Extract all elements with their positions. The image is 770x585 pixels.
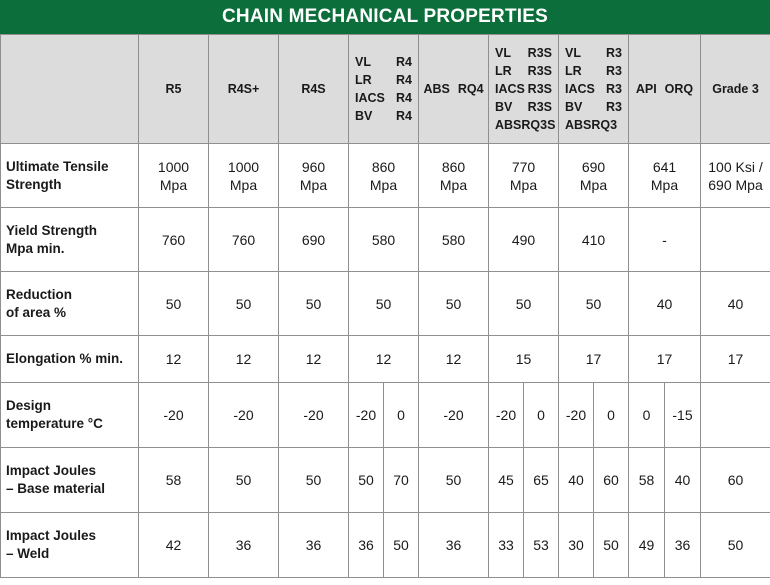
table-cell xyxy=(349,208,419,272)
cell-value: Mpa xyxy=(509,176,538,193)
table-cell xyxy=(349,272,419,336)
column-header-part: R3S xyxy=(527,64,552,78)
cell-value: 45 xyxy=(489,448,524,512)
column-header xyxy=(489,35,559,144)
cell-value: 50 xyxy=(727,537,744,553)
cell-value: 60 xyxy=(603,472,619,488)
cell-value: 760 xyxy=(161,231,186,248)
table-row xyxy=(1,513,770,578)
cell-value: 0 xyxy=(629,383,665,447)
column-header xyxy=(349,35,419,144)
cell-value: 36 xyxy=(235,537,252,553)
table-row xyxy=(1,336,770,383)
cell-value: 0 xyxy=(397,407,405,423)
table-cell xyxy=(209,448,279,513)
cell-value: 580 xyxy=(371,231,396,248)
column-header-part: ABS xyxy=(423,82,450,96)
cell-value: 50 xyxy=(305,295,322,312)
cell-value: 36 xyxy=(349,513,384,577)
column-header xyxy=(629,35,701,144)
column-header: R5 xyxy=(139,35,209,144)
cell-value: 690 Mpa xyxy=(708,176,763,193)
table-cell xyxy=(349,336,419,383)
column-header-part: R3S xyxy=(527,100,552,114)
split-cell xyxy=(559,383,629,448)
cell-value: 17 xyxy=(656,351,673,367)
cell-value: 12 xyxy=(445,351,462,367)
cell-value: 50 xyxy=(165,295,182,312)
table-cell xyxy=(629,208,701,272)
split-cell xyxy=(349,448,419,513)
split-cell xyxy=(349,513,419,578)
column-header-part: VL xyxy=(355,55,371,69)
split-cell xyxy=(629,513,701,578)
table-cell xyxy=(419,513,489,578)
cell-value: - xyxy=(662,231,667,248)
cell-value: 17 xyxy=(727,351,744,367)
column-header-part: IACS xyxy=(565,82,595,96)
table-cell xyxy=(139,208,209,272)
row-label: Yield Strength Mpa min. xyxy=(1,208,139,272)
cell-value: -20 xyxy=(349,383,384,447)
cell-value: 70 xyxy=(393,472,409,488)
table-cell xyxy=(139,144,209,208)
cell-value: -15 xyxy=(672,407,693,423)
table-cell xyxy=(701,208,770,272)
table-cell xyxy=(209,336,279,383)
table-cell xyxy=(209,383,279,448)
cell-value: 641 xyxy=(652,158,677,175)
column-header-part: R4 xyxy=(396,55,412,69)
table-cell xyxy=(629,272,701,336)
table-cell xyxy=(419,383,489,448)
cell-value: 12 xyxy=(305,351,322,367)
table-cell xyxy=(279,513,349,578)
cell-value: 690 xyxy=(301,231,326,248)
cell-value: -20 xyxy=(443,407,464,423)
column-header-part: R4 xyxy=(396,109,412,123)
column-header: R4S+ xyxy=(209,35,279,144)
cell-value: 36 xyxy=(674,537,691,553)
table-row xyxy=(1,383,770,448)
table-cell xyxy=(489,144,559,208)
cell-value: Mpa xyxy=(229,176,258,193)
split-cell xyxy=(629,383,701,448)
cell-value: 12 xyxy=(165,351,182,367)
cell-value: 50 xyxy=(603,537,619,553)
column-header-part: VL xyxy=(565,46,581,60)
table-cell xyxy=(209,272,279,336)
cell-value: 60 xyxy=(727,472,744,488)
table-cell xyxy=(629,144,701,208)
cell-value: -20 xyxy=(233,407,254,423)
cell-value: 100 Ksi / xyxy=(708,158,763,175)
column-header-part: LR xyxy=(495,64,512,78)
cell-value: 50 xyxy=(375,295,392,312)
split-cell xyxy=(349,383,419,448)
cell-value: 53 xyxy=(533,537,549,553)
cell-value: 36 xyxy=(305,537,322,553)
cell-value: Mpa xyxy=(650,176,679,193)
cell-value: Mpa xyxy=(369,176,398,193)
cell-value: 580 xyxy=(441,231,466,248)
cell-value: 58 xyxy=(629,448,665,512)
table-cell xyxy=(489,272,559,336)
table-title: CHAIN MECHANICAL PROPERTIES xyxy=(0,0,770,34)
cell-value: 1000 xyxy=(157,158,190,175)
chain-properties-table xyxy=(0,34,770,578)
table-row xyxy=(1,448,770,513)
column-header-part: LR xyxy=(565,64,582,78)
cell-value: Mpa xyxy=(439,176,468,193)
cell-value: 50 xyxy=(349,448,384,512)
column-header-part: R3 xyxy=(606,100,622,114)
table-cell xyxy=(279,383,349,448)
table-row xyxy=(1,208,770,272)
row-label: Impact Joules – Weld xyxy=(1,513,139,578)
row-label: Impact Joules – Base material xyxy=(1,448,139,513)
table-cell xyxy=(419,272,489,336)
table-cell xyxy=(419,208,489,272)
cell-value: 0 xyxy=(607,407,615,423)
table-cell xyxy=(139,272,209,336)
column-header-part: R3S xyxy=(527,82,552,96)
split-cell xyxy=(489,448,559,513)
cell-value: Mpa xyxy=(579,176,608,193)
column-header-part: API xyxy=(635,82,657,96)
table-cell xyxy=(419,448,489,513)
table-cell xyxy=(701,448,770,513)
table-cell xyxy=(419,144,489,208)
cell-value: 15 xyxy=(515,351,532,367)
table-cell xyxy=(559,272,629,336)
cell-value: 410 xyxy=(581,231,606,248)
cell-value: 42 xyxy=(165,537,182,553)
cell-value: Mpa xyxy=(299,176,328,193)
cell-value: 490 xyxy=(511,231,536,248)
column-header: Grade 3 xyxy=(701,35,770,144)
cell-value: 50 xyxy=(585,295,602,312)
cell-value: 49 xyxy=(629,513,665,577)
cell-value: 1000 xyxy=(227,158,260,175)
table-cell xyxy=(209,208,279,272)
table-cell xyxy=(489,208,559,272)
table-cell xyxy=(279,208,349,272)
row-label: Design temperature °C xyxy=(1,383,139,448)
cell-value: 0 xyxy=(537,407,545,423)
table-cell xyxy=(209,144,279,208)
cell-value: Mpa xyxy=(159,176,188,193)
corner-cell xyxy=(1,35,139,144)
column-header-part: ABSRQ3S xyxy=(495,118,556,132)
table-cell xyxy=(701,383,770,448)
cell-value: 960 xyxy=(301,158,326,175)
table-cell xyxy=(701,272,770,336)
column-header-part: R4 xyxy=(396,73,412,87)
table-cell xyxy=(279,336,349,383)
table-cell xyxy=(279,448,349,513)
table-cell xyxy=(701,513,770,578)
row-label: Elongation % min. xyxy=(1,336,139,383)
table-cell xyxy=(701,336,770,383)
cell-value: 40 xyxy=(656,295,673,312)
table-cell xyxy=(419,336,489,383)
column-header xyxy=(559,35,629,144)
cell-value: 50 xyxy=(515,295,532,312)
table-row xyxy=(1,144,770,208)
column-header-part: VL xyxy=(495,46,511,60)
table-cell xyxy=(139,336,209,383)
header-row xyxy=(1,35,770,144)
cell-value: 30 xyxy=(559,513,594,577)
cell-value: 40 xyxy=(674,472,691,488)
cell-value: 690 xyxy=(581,158,606,175)
column-header: R4S xyxy=(279,35,349,144)
column-header-part: R3S xyxy=(527,46,552,60)
table-cell xyxy=(279,272,349,336)
column-header-part: R3 xyxy=(606,64,622,78)
column-header-part: LR xyxy=(355,73,372,87)
table-cell xyxy=(139,448,209,513)
column-header-part: BV xyxy=(355,109,373,123)
cell-value: -20 xyxy=(303,407,324,423)
cell-value: 58 xyxy=(165,472,182,488)
cell-value: -20 xyxy=(163,407,184,423)
column-header-part: RQ4 xyxy=(457,82,484,96)
cell-value: 12 xyxy=(375,351,392,367)
table-row xyxy=(1,272,770,336)
column-header-part: R3 xyxy=(606,46,622,60)
table-cell xyxy=(139,383,209,448)
column-header-part: R3 xyxy=(606,82,622,96)
table-cell xyxy=(559,144,629,208)
cell-value: 50 xyxy=(305,472,322,488)
cell-value: 50 xyxy=(445,472,462,488)
cell-value: 760 xyxy=(231,231,256,248)
column-header-part: ORQ xyxy=(664,82,694,96)
table-cell xyxy=(279,144,349,208)
cell-value: 33 xyxy=(489,513,524,577)
cell-value: 40 xyxy=(559,448,594,512)
column-header-part: IACS xyxy=(355,91,385,105)
split-cell xyxy=(559,513,629,578)
table-cell xyxy=(559,336,629,383)
cell-value: 50 xyxy=(445,295,462,312)
cell-value: 770 xyxy=(511,158,536,175)
cell-value: 40 xyxy=(727,295,744,312)
cell-value: 50 xyxy=(235,295,252,312)
column-header-part: BV xyxy=(565,100,583,114)
table-cell xyxy=(139,513,209,578)
cell-value: 50 xyxy=(393,537,409,553)
column-header-part: BV xyxy=(495,100,513,114)
row-label: Reduction of area % xyxy=(1,272,139,336)
cell-value: 50 xyxy=(235,472,252,488)
column-header-part: ABSRQ3 xyxy=(565,118,618,132)
table-cell xyxy=(629,336,701,383)
table-cell xyxy=(559,208,629,272)
split-cell xyxy=(559,448,629,513)
cell-value: -20 xyxy=(489,383,524,447)
cell-value: 17 xyxy=(585,351,602,367)
split-cell xyxy=(489,513,559,578)
cell-value: 36 xyxy=(445,537,462,553)
table-cell xyxy=(349,144,419,208)
cell-value: 65 xyxy=(533,472,549,488)
table-cell xyxy=(489,336,559,383)
column-header-part: R4 xyxy=(396,91,412,105)
row-label: Ultimate Tensile Strength xyxy=(1,144,139,208)
cell-value: -20 xyxy=(559,383,594,447)
column-header-part: IACS xyxy=(495,82,525,96)
cell-value: 860 xyxy=(371,158,396,175)
cell-value: 860 xyxy=(441,158,466,175)
split-cell xyxy=(629,448,701,513)
column-header xyxy=(419,35,489,144)
table-cell xyxy=(209,513,279,578)
table-cell xyxy=(701,144,770,208)
cell-value: 12 xyxy=(235,351,252,367)
split-cell xyxy=(489,383,559,448)
